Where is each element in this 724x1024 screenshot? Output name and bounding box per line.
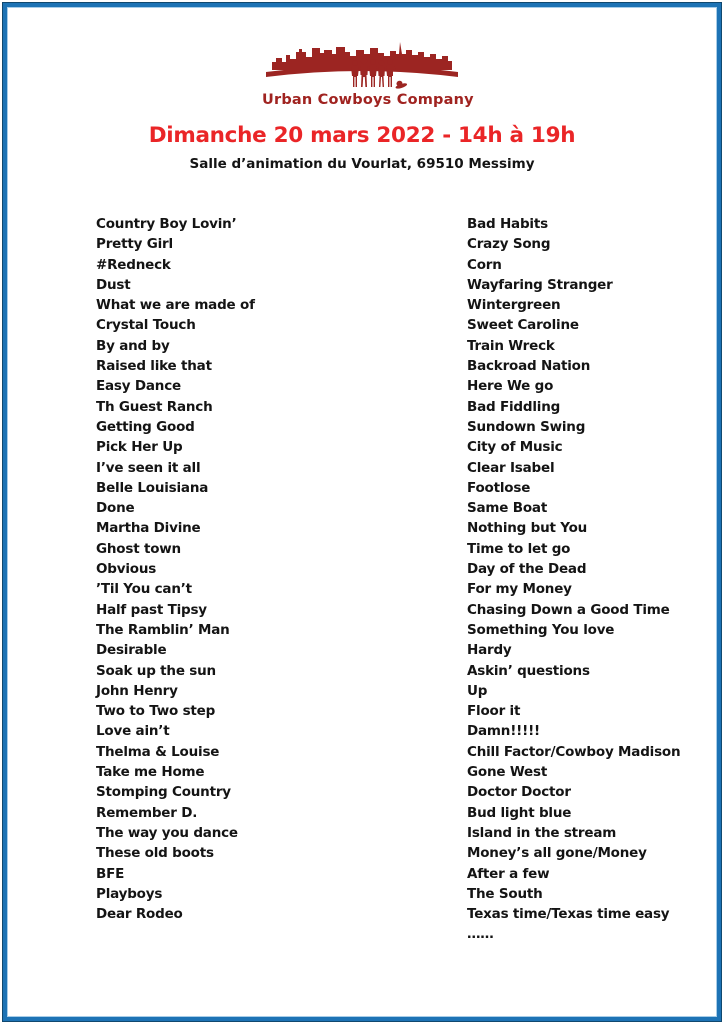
song-item: Sundown Swing bbox=[467, 418, 586, 435]
song-item: Th Guest Ranch bbox=[96, 398, 213, 415]
song-item: ’Til You can’t bbox=[96, 581, 192, 598]
song-item: Island in the stream bbox=[467, 824, 617, 841]
song-item: Up bbox=[467, 682, 488, 699]
song-item: City of Music bbox=[467, 439, 563, 456]
song-item: Love ain’t bbox=[96, 723, 170, 740]
song-item: By and by bbox=[96, 337, 170, 354]
song-item: Pretty Girl bbox=[96, 236, 173, 253]
song-item: Texas time/Texas time easy bbox=[467, 906, 670, 923]
song-list bbox=[96, 214, 694, 945]
song-item: Same Boat bbox=[467, 500, 548, 517]
song-item: Floor it bbox=[467, 703, 521, 720]
song-item: Something You love bbox=[467, 621, 615, 638]
song-item: Crystal Touch bbox=[96, 317, 196, 334]
cowboy-dancers-icon bbox=[351, 58, 396, 87]
song-item: Ghost town bbox=[96, 540, 181, 557]
song-column-right bbox=[467, 214, 694, 945]
song-item: Country Boy Lovin’ bbox=[96, 216, 237, 232]
song-item: Raised like that bbox=[96, 358, 212, 375]
song-item: Clear Isabel bbox=[467, 459, 555, 476]
song-item: Damn!!!!! bbox=[467, 723, 540, 740]
song-item: Hardy bbox=[467, 642, 512, 659]
song-item: Remember D. bbox=[96, 804, 198, 821]
song-column-left bbox=[96, 214, 467, 945]
song-item: Footlose bbox=[467, 479, 531, 496]
song-item: Half past Tipsy bbox=[96, 601, 207, 618]
song-item: What we are made of bbox=[96, 297, 255, 314]
song-item: Two to Two step bbox=[96, 703, 216, 720]
song-item: Bud light blue bbox=[467, 804, 572, 821]
cowboy-hat-icon bbox=[394, 79, 408, 90]
song-item: The way you dance bbox=[96, 824, 238, 841]
song-item: Wintergreen bbox=[467, 297, 561, 314]
song-item: Askin’ questions bbox=[467, 662, 590, 679]
song-item: Bad Habits bbox=[467, 216, 548, 232]
song-item: #Redneck bbox=[96, 256, 171, 273]
song-item: Belle Louisiana bbox=[96, 479, 209, 496]
urban-cowboys-logo bbox=[262, 40, 474, 108]
song-item: Bad Fiddling bbox=[467, 398, 561, 415]
song-item: For my Money bbox=[467, 581, 572, 598]
song-item: Wayfaring Stranger bbox=[467, 276, 613, 293]
event-venue: Salle d’animation du Vourlat, 69510 Messimy bbox=[189, 156, 535, 172]
song-item: Thelma & Louise bbox=[96, 743, 220, 760]
song-item: …… bbox=[467, 926, 494, 943]
song-item: Martha Divine bbox=[96, 520, 201, 537]
song-item: John Henry bbox=[96, 682, 178, 699]
song-item: Getting Good bbox=[96, 418, 195, 435]
song-item: Easy Dance bbox=[96, 378, 181, 395]
company-name: Urban Cowboys Company bbox=[262, 92, 474, 108]
song-item: Backroad Nation bbox=[467, 358, 591, 375]
song-item: Corn bbox=[467, 256, 502, 273]
song-item: Dear Rodeo bbox=[96, 906, 183, 923]
song-item: Soak up the sun bbox=[96, 662, 216, 679]
song-item: Here We go bbox=[467, 378, 554, 395]
song-item: Take me Home bbox=[96, 764, 205, 781]
song-item: Gone West bbox=[467, 764, 548, 781]
song-item: Doctor Doctor bbox=[467, 784, 571, 801]
song-item: Chasing Down a Good Time bbox=[467, 601, 670, 618]
song-item: The South bbox=[467, 885, 543, 902]
song-item: I’ve seen it all bbox=[96, 459, 201, 476]
song-item: Stomping Country bbox=[96, 784, 231, 801]
song-item: Playboys bbox=[96, 885, 163, 902]
song-item: Done bbox=[96, 500, 135, 517]
song-item: Day of the Dead bbox=[467, 561, 587, 578]
song-item: Money’s all gone/Money bbox=[467, 845, 647, 862]
event-title: Dimanche 20 mars 2022 - 14h à 19h bbox=[148, 123, 576, 148]
song-item: Desirable bbox=[96, 642, 167, 659]
song-item: After a few bbox=[467, 865, 550, 882]
song-item: The Ramblin’ Man bbox=[96, 621, 230, 638]
song-item: Chill Factor/Cowboy Madison bbox=[467, 743, 681, 760]
song-item: Pick Her Up bbox=[96, 439, 183, 456]
song-item: Sweet Caroline bbox=[467, 317, 579, 334]
song-item: BFE bbox=[96, 865, 125, 882]
song-item: Dust bbox=[96, 276, 131, 293]
city-skyline-icon bbox=[265, 40, 459, 92]
song-item: Obvious bbox=[96, 561, 157, 578]
song-item: Crazy Song bbox=[467, 236, 551, 253]
song-item: Nothing but You bbox=[467, 520, 588, 537]
song-item: These old boots bbox=[96, 845, 214, 862]
song-item: Train Wreck bbox=[467, 337, 555, 354]
song-item: Time to let go bbox=[467, 540, 571, 557]
